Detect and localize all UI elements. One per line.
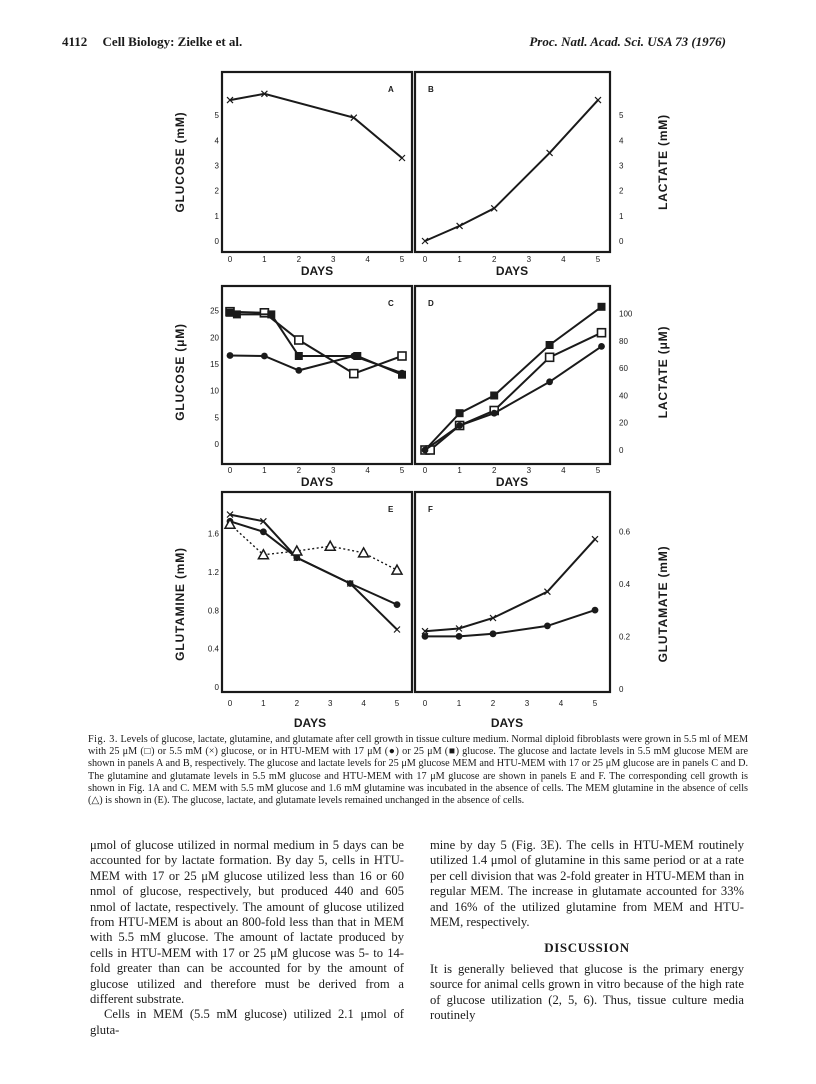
- panel-e-y-tick: 1.2: [207, 568, 219, 578]
- panel-e-x-tick: 0: [227, 699, 233, 708]
- panel-a-x-tick: 4: [365, 255, 370, 264]
- panel-d-point-filled-circle: [598, 343, 605, 350]
- panel-a-x-tick: 3: [330, 255, 336, 264]
- running-header: [62, 34, 726, 54]
- panel-c-x-tick: 1: [262, 466, 267, 475]
- panel-f-y-tick: 0.4: [619, 579, 631, 589]
- panel-c-y-tick: 0: [214, 440, 219, 449]
- panel-e-x-tick: 5: [394, 699, 400, 708]
- panel-f-point-filled-circle: [592, 607, 599, 614]
- panel-c-x-tick: 4: [365, 466, 370, 475]
- panel-e-point-triangle: [258, 550, 268, 559]
- panel-b-label: B: [428, 85, 434, 94]
- journal-citation: Proc. Natl. Acad. Sci. USA 73 (1976): [529, 34, 726, 49]
- panel-d-x-tick: 2: [491, 466, 497, 475]
- panel-a-label: A: [388, 85, 394, 94]
- panel-d-x-tick: 5: [595, 466, 601, 475]
- panel-c-point-open-square: [350, 370, 358, 378]
- panel-b-point-x: [595, 97, 601, 103]
- panel-e-y-tick: 0: [214, 683, 219, 692]
- panel-e-point-triangle: [225, 519, 235, 528]
- panel-a-y-tick: 5: [214, 111, 219, 121]
- panel-f-point-filled-circle: [456, 633, 463, 640]
- panel-d-x-tick: 4: [561, 466, 566, 475]
- panel-d-y-tick: 20: [619, 418, 628, 428]
- panel-e-x-tick: 1: [261, 699, 266, 708]
- panel-a-x-tick: 2: [296, 255, 302, 264]
- panel-c-y-tick: 20: [210, 333, 219, 343]
- panel-d-point-filled-square: [546, 341, 554, 349]
- panel-f-y-tick: 0.2: [619, 632, 631, 642]
- panel-e-y-tick: 0.4: [207, 644, 219, 654]
- panel-c-x-tick: 3: [330, 466, 336, 475]
- caption-text: Levels of glucose, lactate, glutamine, and glutamate after cell growth in tissue culture medium. Normal diploid fibroblasts were grown in 5.5 ml of MEM with 25 μM (□) or 5.5 mM (×) glucose, or in HTU-MEM with 17 μM (●) or 25 μM (■) glucose. The glucose and lactate levels in 5.5 mM glucose MEM are shown in panels A and B, respectively. The glucose and lactate levels for 25 μM glucose MEM and HTU-MEM with 17 or 25 μM glucose are in panels C and D. The glutamine and glutamate levels in 5.5 mM glucose and HTU-MEM with 17 μM glucose are shown in panels E and F. The corresponding cell growth is shown in Fig. 1A and C. MEM with 5.5 mM glucose and 1.6 mM glutamine was incubated in the absence of cells. The MEM glutamine in the absence of cells (△) is shown in (E). The glucose, lactate, and glutamate levels remained unchanged in the absence of cells.: [88, 734, 749, 807]
- panel-b-y-tick: 5: [619, 111, 624, 121]
- panel-d-point-filled-circle: [491, 410, 498, 417]
- panel-d-point-filled-square: [456, 409, 464, 417]
- panel-c-point-filled-square: [267, 310, 275, 318]
- panel-e-point-triangle: [392, 565, 402, 574]
- panel-c-y-tick: 10: [210, 386, 219, 396]
- panel-b-y-tick: 2: [619, 186, 624, 196]
- panel-e-y-tick: 1.6: [207, 529, 219, 539]
- panel-b-x-tick: 4: [561, 255, 566, 264]
- panel-a-x-tick: 0: [227, 255, 233, 264]
- panel-c-point-filled-square: [233, 310, 241, 318]
- panel-d-point-filled-square: [490, 392, 498, 400]
- lactate-mM-axis-label: LACTATE (mM): [656, 114, 670, 210]
- panel-a-y-tick: 3: [214, 161, 219, 171]
- paragraph: mine by day 5 (Fig. 3E). The cells in HTU-MEM routinely utilized 1.4 μmol of glutamine in this same period or at a rate per cell division that was 2-fold greater in HTU-MEM than in regular MEM. The increase in glutamate accounted for 33% and 16% of the utilized glutamine from MEM and HTU-MEM, respectively.: [430, 838, 744, 930]
- discussion-heading: DISCUSSION: [544, 940, 630, 956]
- panel-f-x-tick: 3: [524, 699, 530, 708]
- days-label-a: DAYS: [300, 264, 334, 278]
- panel-a-x-tick: 5: [399, 255, 405, 264]
- panel-b-x-tick: 1: [457, 255, 462, 264]
- panel-a-y-tick: 0: [214, 237, 219, 246]
- panel-b-y-tick: 3: [619, 161, 624, 171]
- panel-d-x-tick: 0: [422, 466, 428, 475]
- panel-c-point-filled-circle: [399, 370, 406, 377]
- glutamine-axis-label: GLUTAMINE (mM): [173, 547, 187, 661]
- panel-c-x-tick: 0: [227, 466, 233, 475]
- panel-d-point-filled-circle: [422, 447, 429, 454]
- panel-e-y-tick: 0.8: [207, 606, 219, 616]
- panel-d-y-tick: 80: [619, 336, 628, 346]
- panel-a-y-tick: 2: [214, 186, 219, 196]
- panel-f-point-filled-circle: [422, 633, 429, 640]
- panel-a-series-line: [230, 94, 402, 158]
- panel-c-point-open-square: [398, 352, 406, 360]
- panel-b-frame: [415, 72, 610, 252]
- panel-a-y-tick: 4: [214, 136, 219, 146]
- body-column-right: [430, 838, 744, 1023]
- panel-e-x-tick: 4: [361, 699, 366, 708]
- glucose-mM-axis-label: GLUCOSE (mM): [173, 111, 187, 213]
- panel-e-point-filled-circle: [394, 601, 401, 608]
- panel-e-series-line: [230, 515, 397, 630]
- panel-d-label: D: [428, 299, 434, 308]
- panel-c-y-tick: 25: [210, 306, 219, 316]
- panel-e-point-filled-circle: [347, 580, 354, 587]
- panel-e-point-filled-circle: [260, 528, 267, 535]
- panel-b-point-x: [547, 150, 553, 156]
- panel-d-series-line: [425, 307, 602, 450]
- panel-b-x-tick: 5: [595, 255, 601, 264]
- panel-e-x-tick: 3: [327, 699, 333, 708]
- panel-e: [222, 492, 412, 692]
- panel-d-point-filled-square: [598, 303, 606, 311]
- panel-b-y-tick: 4: [619, 136, 624, 146]
- panel-a-point-x: [399, 155, 405, 161]
- panel-d-y-tick: 60: [619, 364, 628, 374]
- panel-f-frame: [415, 492, 610, 692]
- panel-b-x-tick: 0: [422, 255, 428, 264]
- panel-f-series-line: [425, 610, 595, 636]
- panel-d-x-tick: 3: [526, 466, 532, 475]
- panel-b-y-tick: 0: [619, 237, 624, 246]
- panel-f-x-tick: 1: [456, 699, 462, 708]
- days-label-c: DAYS: [300, 475, 334, 489]
- panel-e-point-triangle: [359, 548, 369, 557]
- panel-d-y-tick: 40: [619, 391, 628, 401]
- panel-b-series-line: [425, 100, 598, 241]
- body-column-left: [90, 838, 404, 1038]
- panel-f-x-tick: 2: [490, 699, 496, 708]
- panel-f: [415, 492, 610, 692]
- panel-c-point-filled-square: [295, 352, 303, 360]
- days-label-f: DAYS: [490, 716, 524, 730]
- panel-d-point-open-square: [598, 329, 606, 337]
- panel-e-point-x: [394, 627, 400, 633]
- panel-a-y-tick: 1: [214, 211, 219, 221]
- panel-c-point-filled-circle: [350, 353, 357, 360]
- panel-f-x-tick: 4: [558, 699, 564, 708]
- panel-b-x-tick: 3: [526, 255, 532, 264]
- days-label-b: DAYS: [495, 264, 529, 278]
- panel-c-point-open-square: [260, 309, 268, 317]
- panel-d-y-tick: 100: [619, 309, 633, 319]
- lactate-uM-axis-label: LACTATE (μM): [656, 325, 670, 419]
- panel-b-x-tick: 2: [491, 255, 497, 264]
- panel-d-y-tick: 0: [619, 446, 624, 455]
- figure-caption: [88, 734, 748, 807]
- panel-f-series-line: [425, 539, 595, 631]
- days-label-d: DAYS: [495, 475, 529, 489]
- panel-e-x-tick: 2: [294, 699, 300, 708]
- panel-c-point-filled-circle: [295, 367, 302, 374]
- panel-c-point-filled-circle: [227, 352, 234, 359]
- panel-b-y-tick: 1: [619, 211, 624, 221]
- panel-e-series-line: [230, 524, 397, 570]
- panel-c-x-tick: 5: [399, 466, 405, 475]
- panel-d-x-tick: 1: [457, 466, 462, 475]
- panel-c-label: C: [388, 299, 394, 308]
- paragraph: Cells in MEM (5.5 mM glucose) utilized 2.1 μmol of gluta-: [90, 1007, 404, 1037]
- section-title: Cell Biology: Zielke et al.: [102, 34, 243, 49]
- panel-c-point-open-square: [295, 336, 303, 344]
- page-number: 4112: [62, 34, 88, 49]
- panel-b: [415, 72, 610, 252]
- panel-c-y-tick: 5: [214, 413, 219, 423]
- panel-e-frame: [222, 492, 412, 692]
- panel-a-x-tick: 1: [262, 255, 267, 264]
- panel-c-point-filled-square: [226, 309, 234, 317]
- panel-e-point-triangle: [325, 541, 335, 550]
- panel-e-series-line: [230, 521, 397, 604]
- panel-f-point-x: [592, 536, 598, 542]
- panel-c-point-filled-circle: [261, 353, 268, 360]
- panel-d-point-filled-circle: [456, 422, 463, 429]
- glutamate-axis-label: GLUTAMATE (mM): [656, 545, 670, 663]
- panel-c-series-line: [230, 356, 402, 374]
- panel-f-point-filled-circle: [544, 623, 551, 630]
- panel-c-x-tick: 2: [296, 466, 302, 475]
- panel-f-y-tick: 0: [619, 685, 624, 694]
- panel-f-x-tick: 0: [422, 699, 428, 708]
- paragraph: μmol of glucose utilized in normal medium in 5 days can be accounted for by lactate formation. By day 5, cells in HTU-MEM with 17 or 25 μM glucose utilized less than 16 or 60 nmol of glucose, respectively, but produced 440 and 605 nmol of lactate, respectively. The amount of glucose utilized from HTU-MEM is about an 800-fold less than that in MEM with 5.5 mM glucose. The amount of lactate produced by cells in HTU-MEM with 17 or 25 μM glucose was 5- to 14-fold greater than can be accounted for by the amount of glucose utilized and therefore must be derived from a different substrate.: [90, 838, 404, 1007]
- header-left: [62, 34, 242, 50]
- panel-e-label: E: [388, 505, 394, 514]
- panel-a: [222, 72, 412, 252]
- panel-f-y-tick: 0.6: [619, 527, 631, 537]
- panel-d-point-open-square: [546, 353, 554, 361]
- panel-f-point-filled-circle: [490, 630, 497, 637]
- glucose-uM-axis-label: GLUCOSE (μM): [173, 323, 187, 421]
- panel-a-frame: [222, 72, 412, 252]
- figure-3: [0, 60, 816, 730]
- panel-c-y-tick: 15: [210, 360, 219, 369]
- days-label-e: DAYS: [293, 716, 327, 730]
- panel-f-x-tick: 5: [592, 699, 598, 708]
- paragraph: It is generally believed that glucose is the primary energy source for animal cells grown in vitro because of the high rate of glucose utilization (2, 5, 6). Thus, tissue culture media routinely: [430, 961, 744, 1023]
- panel-d-series-line: [425, 346, 602, 450]
- caption-label: Fig. 3.: [88, 734, 118, 745]
- panel-f-label: F: [428, 505, 433, 514]
- panel-d-point-filled-circle: [546, 378, 553, 385]
